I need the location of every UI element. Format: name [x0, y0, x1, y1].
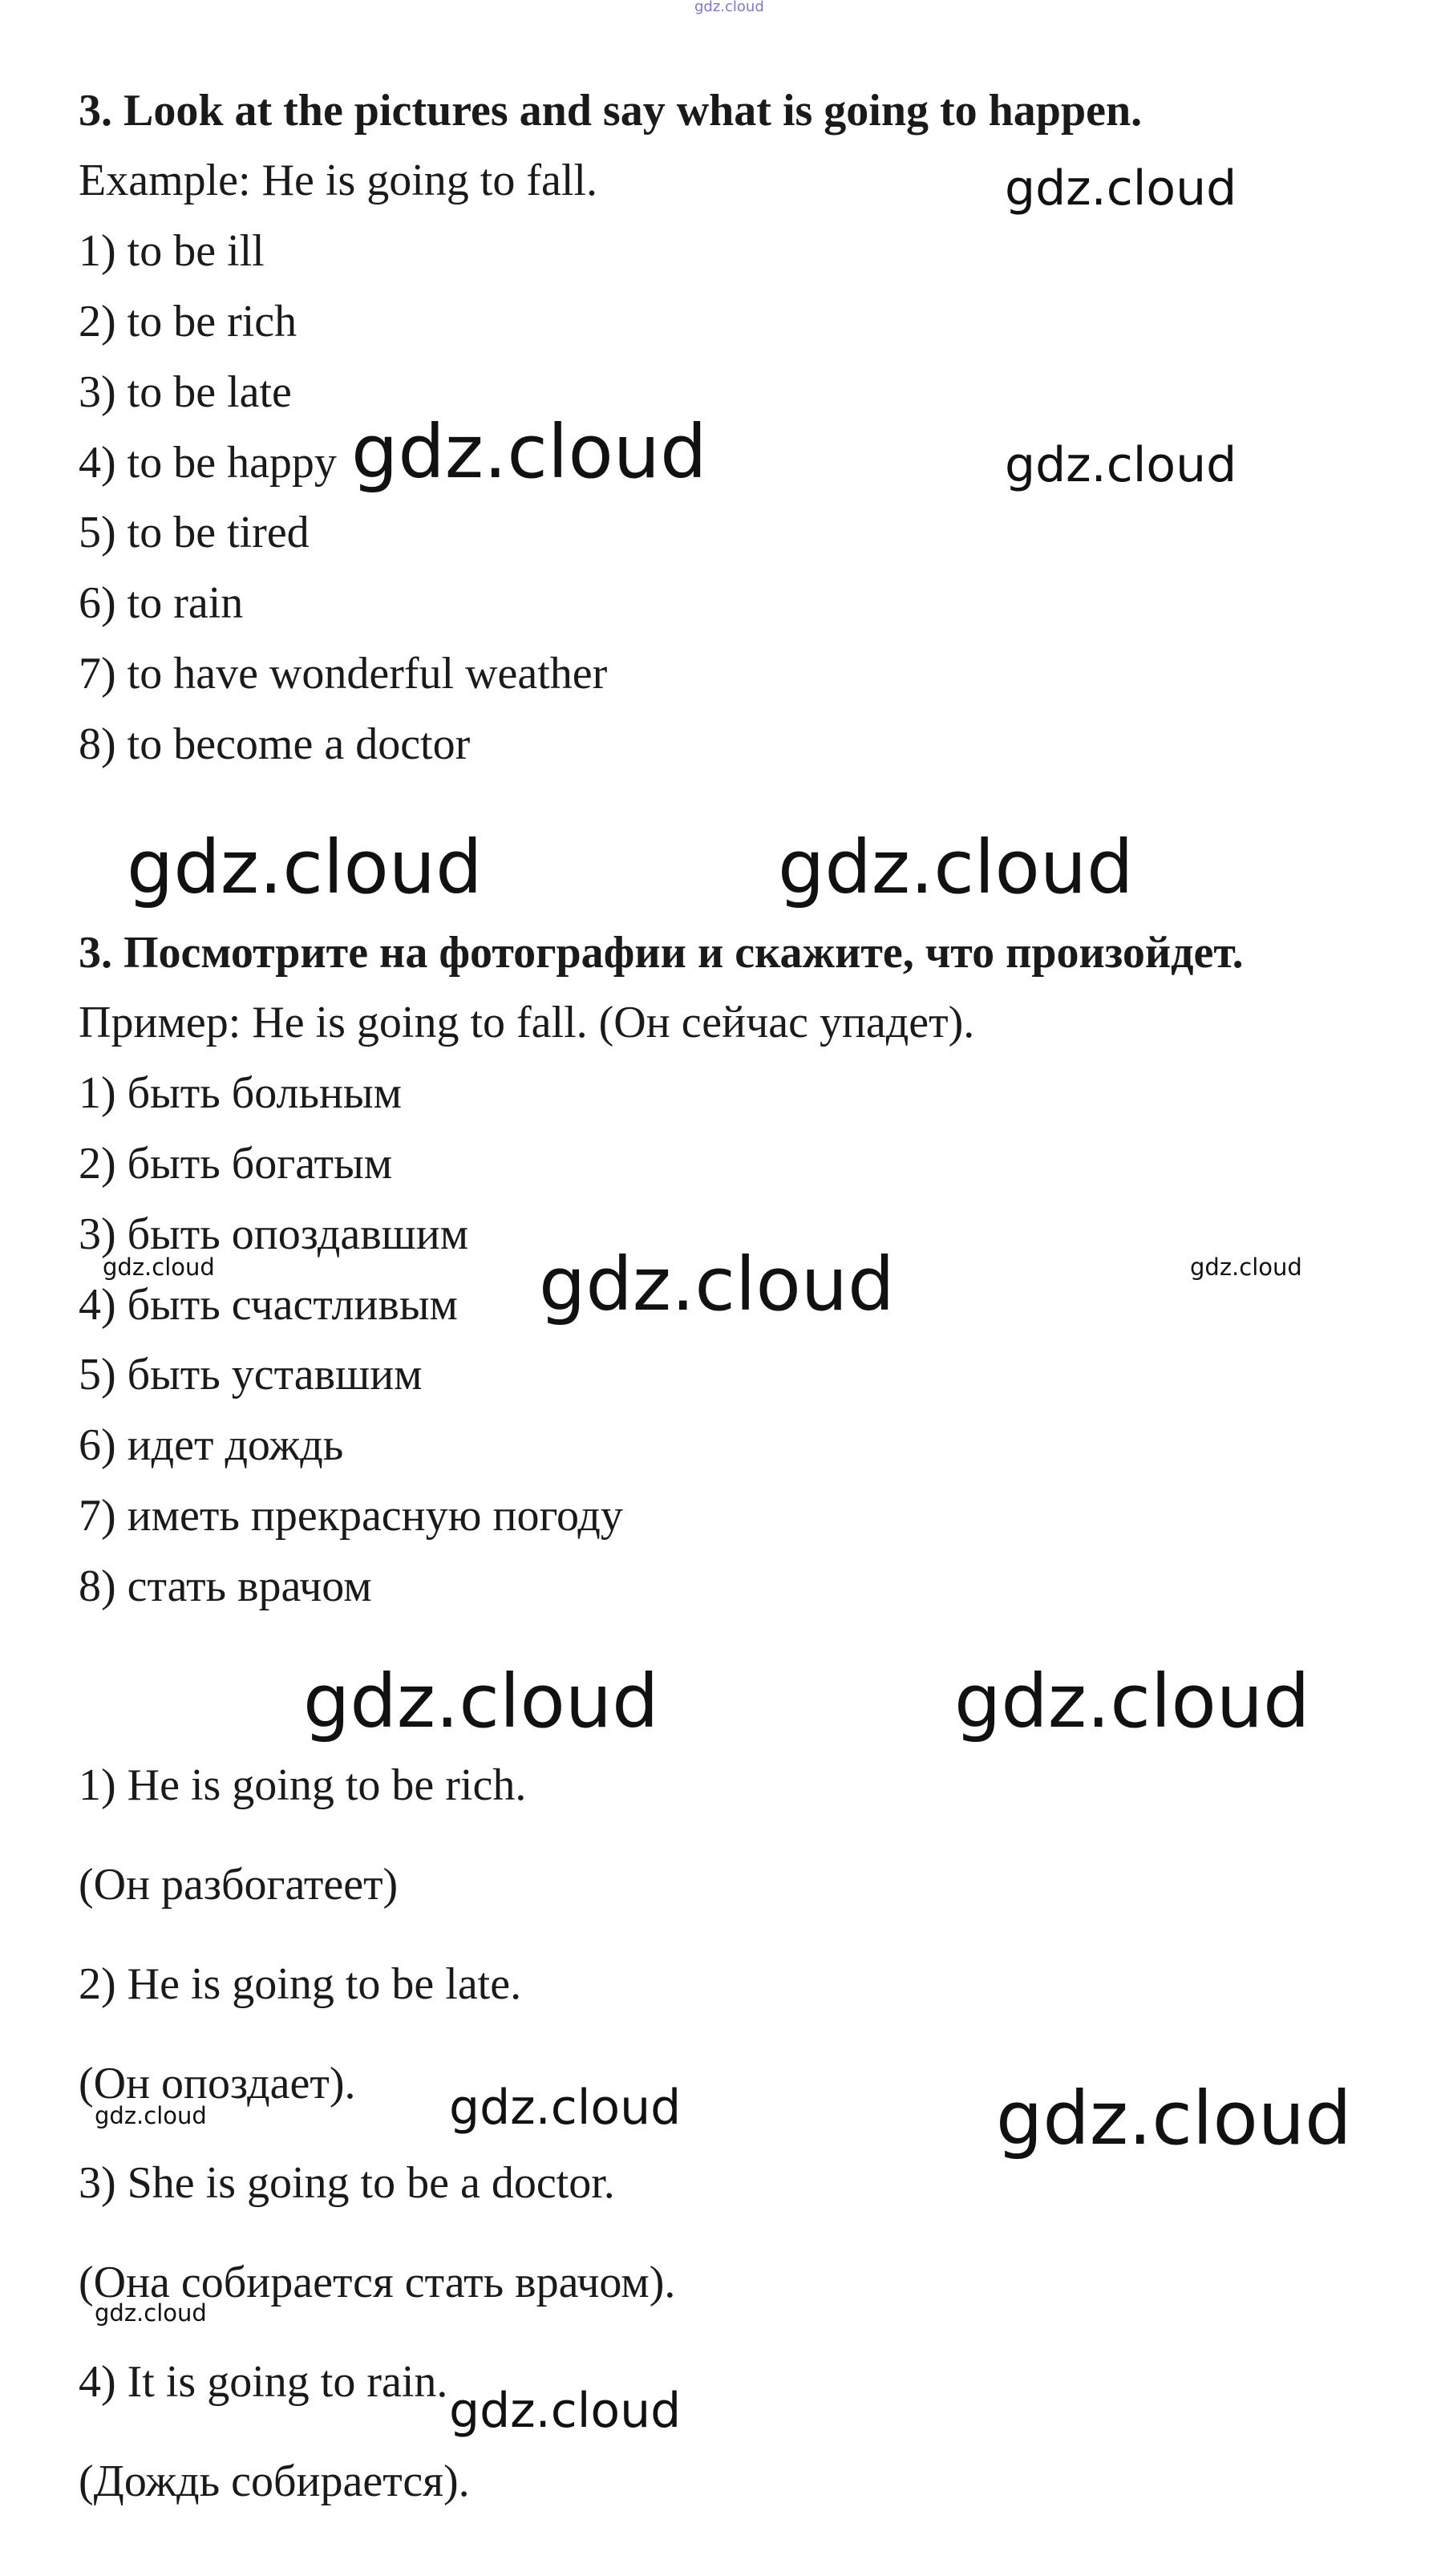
english-example: Example: He is going to fall.: [79, 156, 597, 205]
watermark: gdz.cloud: [127, 824, 483, 910]
answer-4-russian: (Дождь собирается).: [79, 2457, 470, 2506]
russian-example: Пример: He is going to fall. (Он сейчас упадет).: [79, 998, 975, 1047]
watermark: gdz.cloud: [778, 824, 1134, 910]
english-item-4: 4) to be happy: [79, 438, 337, 488]
answer-1-english: 1) He is going to be rich.: [79, 1760, 527, 1810]
english-item-2: 2) to be rich: [79, 297, 298, 346]
answer-2-russian: (Он опоздает).: [79, 2059, 356, 2108]
top-watermark: gdz.cloud: [694, 0, 764, 15]
watermark: gdz.cloud: [449, 2080, 682, 2136]
russian-item-4: 4) быть счастливым: [79, 1280, 458, 1330]
english-item-3: 3) to be late: [79, 367, 292, 417]
watermark: gdz.cloud: [449, 2383, 682, 2439]
russian-item-6: 6) идет дождь: [79, 1420, 344, 1470]
watermark: gdz.cloud: [103, 1254, 215, 1281]
russian-item-8: 8) стать врачом: [79, 1561, 372, 1611]
watermark: gdz.cloud: [539, 1241, 895, 1327]
russian-item-3: 3) быть опоздавшим: [79, 1209, 469, 1259]
answer-1-russian: (Он разбогатеет): [79, 1860, 399, 1910]
watermark: gdz.cloud: [1005, 160, 1237, 217]
watermark: gdz.cloud: [996, 2076, 1352, 2161]
english-item-8: 8) to become a doctor: [79, 719, 471, 769]
watermark: gdz.cloud: [303, 1659, 659, 1744]
watermark: gdz.cloud: [95, 2102, 207, 2129]
answer-3-english: 3) She is going to be a doctor.: [79, 2158, 615, 2208]
russian-heading: 3. Посмотрите на фотографии и скажите, что произойдет.: [79, 928, 1244, 978]
english-item-5: 5) to be tired: [79, 508, 310, 557]
english-item-1: 1) to be ill: [79, 226, 265, 276]
watermark: gdz.cloud: [1190, 1254, 1302, 1281]
watermark: gdz.cloud: [351, 409, 707, 495]
russian-item-7: 7) иметь прекрасную погоду: [79, 1491, 623, 1541]
russian-item-2: 2) быть богатым: [79, 1139, 393, 1189]
english-heading: 3. Look at the pictures and say what is going to happen.: [79, 86, 1143, 136]
watermark: gdz.cloud: [1005, 437, 1237, 493]
russian-item-1: 1) быть больным: [79, 1068, 403, 1118]
watermark: gdz.cloud: [95, 2299, 207, 2327]
answer-3-russian: (Она собирается стать врачом).: [79, 2258, 676, 2307]
english-item-6: 6) to rain: [79, 578, 244, 628]
russian-item-5: 5) быть уставшим: [79, 1350, 423, 1399]
english-item-7: 7) to have wonderful weather: [79, 649, 608, 699]
watermark: gdz.cloud: [954, 1659, 1310, 1744]
answer-4-english: 4) It is going to rain.: [79, 2357, 448, 2407]
answer-2-english: 2) He is going to be late.: [79, 1959, 522, 2009]
